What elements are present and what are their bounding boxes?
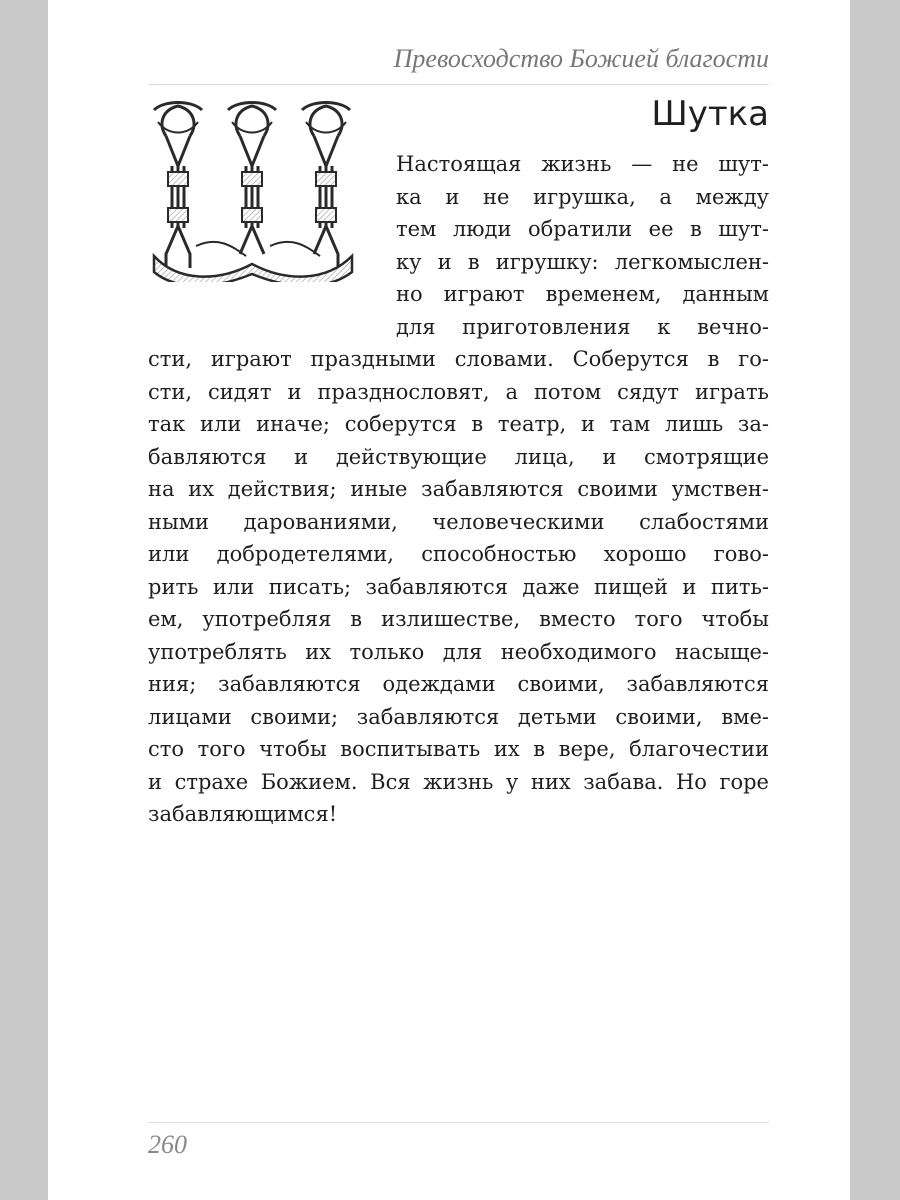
- running-head: Превосходство Божией благости: [393, 44, 769, 73]
- text-line: или добродетелями, способностью хорошо гово-: [148, 542, 769, 566]
- text-line: но играют временем, данным: [396, 282, 769, 306]
- text-line: ем, употребляя в излишестве, вместо того чтобы: [148, 607, 769, 631]
- footer-rule: [148, 1122, 769, 1123]
- text-line: сти, сидят и празднословят, а потом сядут играть: [148, 379, 769, 404]
- text-line: ку и в игрушку: легкомыслен-: [396, 249, 769, 274]
- text-line: ка и не игрушка, а между: [396, 184, 769, 209]
- text-line: ными дарованиями, человеческими слабостями: [148, 509, 769, 534]
- text-line: на их действия; иные забавляются своими умствен-: [148, 477, 769, 501]
- text-line: для приготовления к вечно-: [396, 314, 769, 339]
- chapter-title: Шутка: [651, 94, 769, 134]
- text-line: Настоящая жизнь — не шут-: [396, 152, 769, 176]
- book-page: [48, 0, 850, 1200]
- text-line: бавляются и действующие лица, и смотрящие: [148, 444, 769, 469]
- text-line: сто того чтобы воспитывать их в вере, благочестии: [148, 737, 769, 761]
- text-line-last: забавляющимся!: [148, 802, 338, 826]
- text-line: рить или писать; забавляются даже пищей и пить-: [148, 574, 769, 599]
- header-rule: [148, 84, 769, 85]
- text-line: тем люди обратили ее в шут-: [396, 217, 769, 241]
- text-line: лицами своими; забавляются детьми своими, вме-: [148, 704, 769, 729]
- text-line: и страхе Божием. Вся жизнь у них забава. Но горе: [148, 769, 769, 794]
- text-line: ния; забавляются одеждами своими, забавляются: [148, 672, 769, 696]
- text-line: употреблять их только для необходимого насыще-: [148, 639, 769, 664]
- text-line: сти, играют праздными словами. Соберутся в го-: [148, 347, 769, 371]
- body-text: [148, 148, 769, 831]
- text-line: так или иначе; соберутся в театр, и там лишь за-: [148, 412, 769, 436]
- page-number: 260: [148, 1130, 187, 1159]
